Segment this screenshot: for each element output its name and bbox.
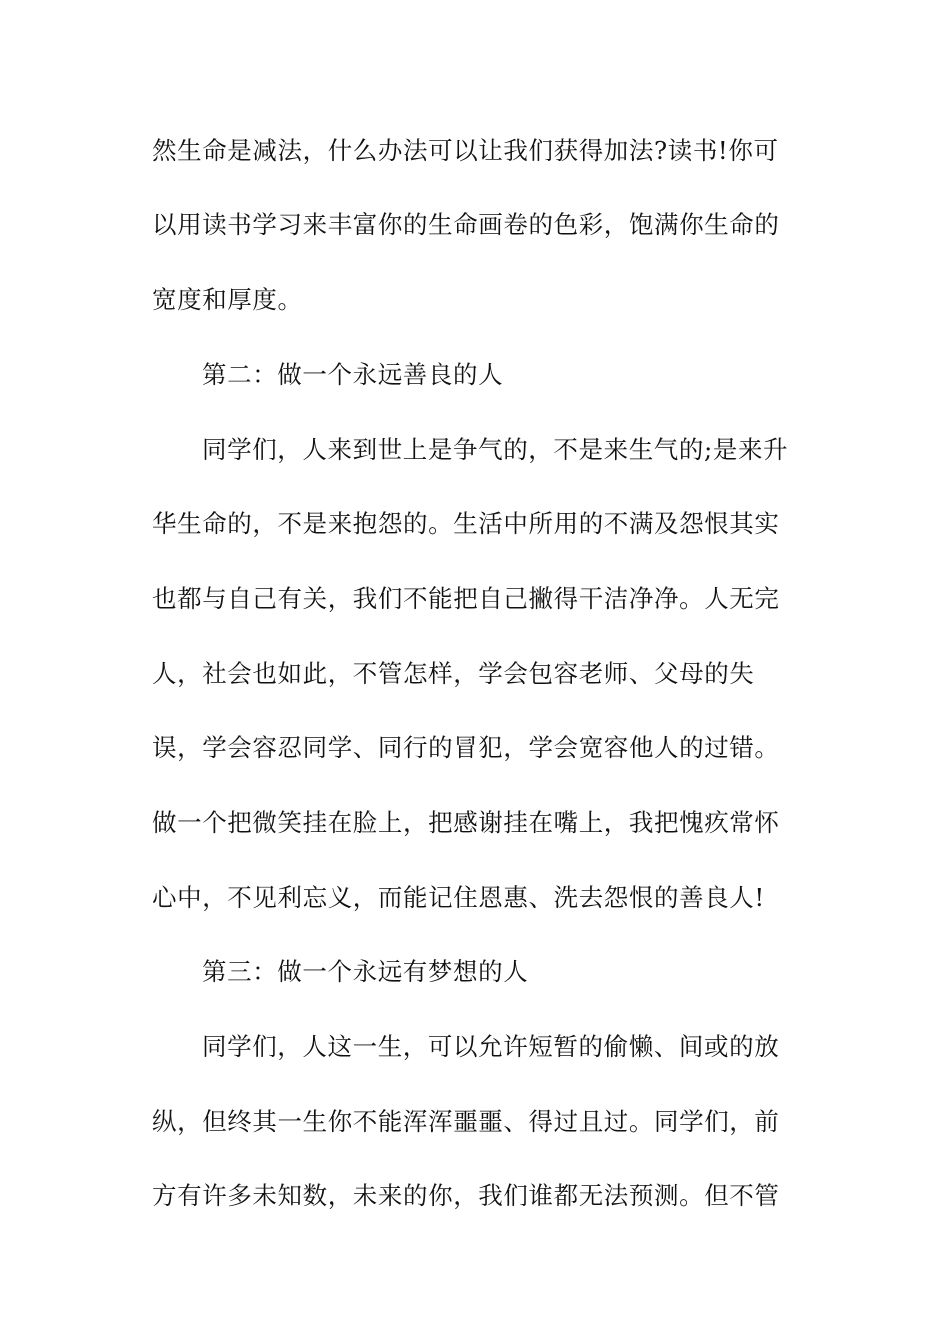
paragraph-line: 然生命是减法，什么办法可以让我们获得加法?读书!你可 <box>152 136 779 165</box>
paragraph-line: 做一个把微笑挂在脸上，把感谢挂在嘴上，我把愧疚常怀 <box>152 808 780 837</box>
paragraph-line: 也都与自己有关，我们不能把自己撇得干洁净净。人无完 <box>152 584 780 613</box>
paragraph-line: 误，学会容忍同学、同行的冒犯，学会宽容他人的过错。 <box>152 733 780 762</box>
paragraph-line: 心中，不见利忘义，而能记住恩惠、洗去怨恨的善良人! <box>152 883 765 912</box>
section-heading: 第二：做一个永远善良的人 <box>202 360 504 389</box>
paragraph-line: 同学们，人来到世上是争气的，不是来生气的;是来升 <box>202 435 789 464</box>
section-heading: 第三：做一个永远有梦想的人 <box>202 957 529 986</box>
paragraph-line: 人，社会也如此，不管怎样，学会包容老师、父母的失 <box>152 659 755 688</box>
paragraph-line: 纵，但终其一生你不能浑浑噩噩、得过且过。同学们，前 <box>152 1107 780 1136</box>
paragraph-line: 方有许多未知数，未来的你，我们谁都无法预测。但不管 <box>152 1181 780 1210</box>
paragraph-line: 宽度和厚度。 <box>152 285 303 314</box>
paragraph-line: 同学们，人这一生，可以允许短暂的偷懒、间或的放 <box>202 1032 780 1061</box>
paragraph-line: 以用读书学习来丰富你的生命画卷的色彩，饱满你生命的 <box>152 210 780 239</box>
paragraph-line: 华生命的，不是来抱怨的。生活中所用的不满及怨恨其实 <box>152 509 780 538</box>
